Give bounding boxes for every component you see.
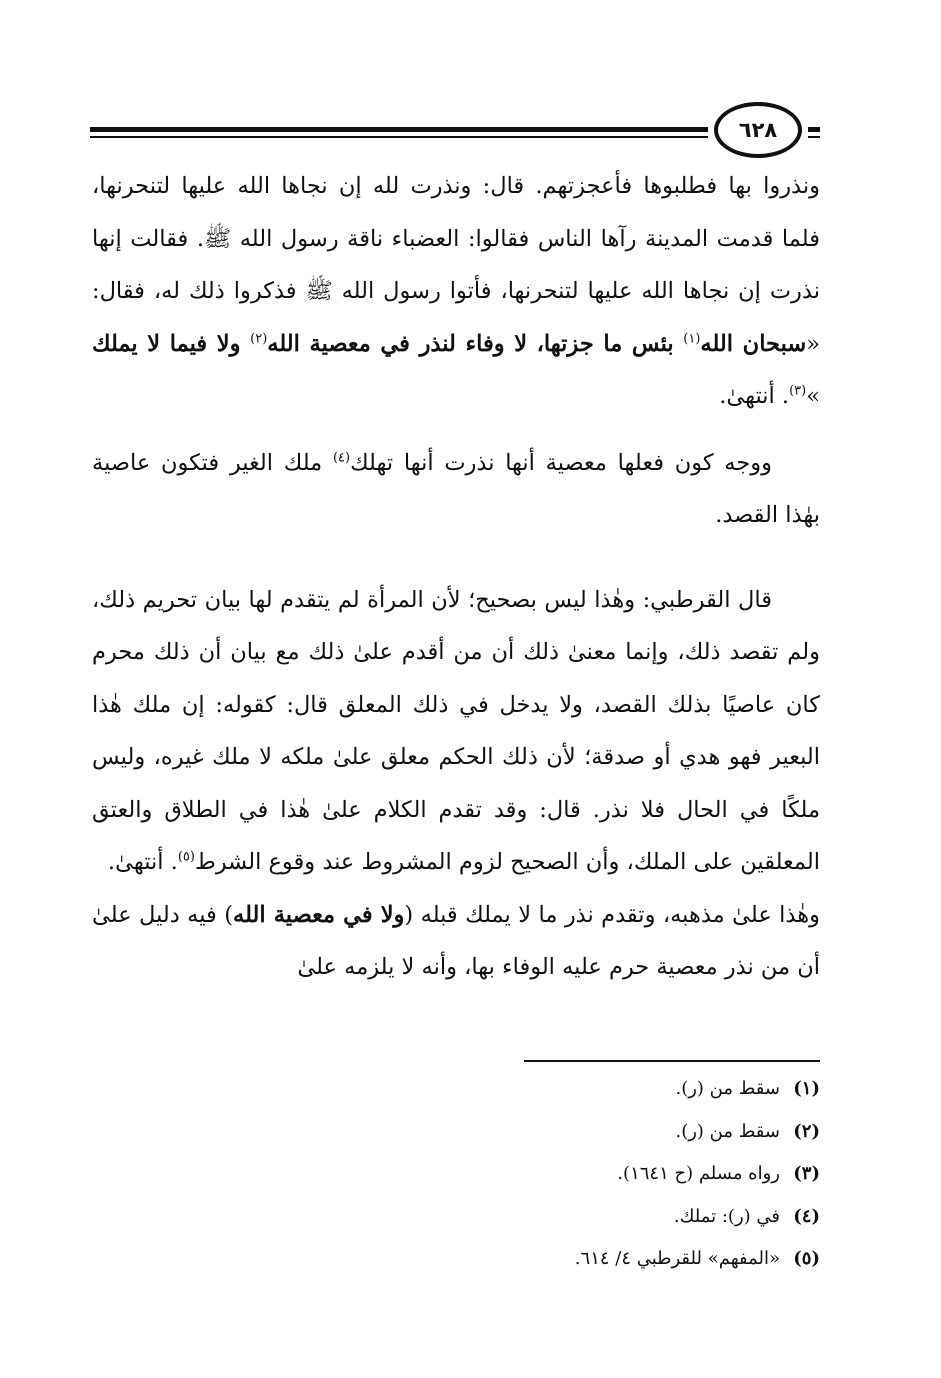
- page-number: ٦٢٨: [714, 102, 802, 158]
- footnote-marker: (٥): [177, 849, 195, 865]
- footnote-number: (١): [793, 1078, 820, 1099]
- header-rule-thick: [90, 127, 708, 132]
- footnote-text: رواه مسلم (ح ١٦٤١).: [617, 1163, 780, 1184]
- text-run: ووجه كون فعلها معصية أنها نذرت أنها تهلك: [350, 449, 773, 476]
- text-run: ملك الغير فتكون عاصية بهٰذا القصد.: [92, 449, 820, 528]
- footnote-item: [260, 1153, 820, 1196]
- bold-text: ولا في معصية الله: [233, 901, 405, 928]
- page-header: [90, 100, 820, 160]
- footnote-marker: (٣): [789, 383, 807, 399]
- text-run: ) فيه دليل علىٰ أن من نذر معصية حرم عليه الوفاء بها، وأنه لا يلزمه علىٰ: [92, 901, 820, 980]
- text-run: قال القرطبي: وهٰذا ليس بصحيح؛ لأن المرأة لم يتقدم لها بيان تحريم ذلك، ولم تقصد ذلك، وإنما معنىٰ ذلك أن من أقدم علىٰ ذلك مع بيان أن ذلك محرم كان عاصيًا بذلك القصد، ولا يدخل في ذلك المعلق قال: كقوله: إن ملك هٰذا البعير فهو هدي أو صدقة؛ لأن ذلك الحكم معلق علىٰ ملكه لا ملك غيره، وليس ملكًا في الحال فلا نذر. قال: وقد تقدم الكلام علىٰ هٰذا في الطلاق والعتق المعلقين على الملك، وأن الصحيح لزوم المشروط عند وقوع الشرط: [92, 586, 820, 875]
- footnote-separator: [524, 1060, 820, 1062]
- bold-text: ولا فيما لا يملك: [92, 330, 251, 357]
- footnote-text: «المفهم» للقرطبي ٤/ ٦١٤.: [574, 1248, 780, 1269]
- text-run: وهٰذا علىٰ مذهبه، وتقدم نذر ما لا يملك قبله (: [404, 901, 820, 928]
- footnote-marker: (٤): [332, 450, 351, 465]
- footnote-number: (٤): [793, 1205, 820, 1227]
- footnotes-list: [260, 1068, 820, 1281]
- paragraph: [92, 160, 820, 423]
- footnote-marker: (١): [683, 331, 701, 346]
- paragraph: [92, 574, 820, 889]
- footnote-number: (٣): [793, 1163, 820, 1184]
- footnote-marker: (٢): [250, 331, 268, 346]
- footnote-text: سقط من (ر).: [675, 1120, 780, 1142]
- header-rule-right-thick: [808, 127, 820, 132]
- footnote-text: في (ر): تملك.: [673, 1205, 780, 1227]
- text-run: »: [806, 383, 820, 409]
- footnote-text: سقط من (ر).: [675, 1078, 780, 1099]
- bold-text: بئس ما جزتها، لا وفاء لنذر في معصية الله: [267, 330, 684, 357]
- footnote-item: [260, 1196, 820, 1239]
- header-rule-right-thin: [808, 136, 820, 138]
- text-run: . أنتهىٰ.: [107, 849, 178, 875]
- footnote-item: [260, 1238, 820, 1281]
- paragraph: [92, 889, 820, 994]
- text-run: ونذروا بها فطلبوها فأعجزتهم. قال: ونذرت لله إن نجاها الله عليها لتنحرنها، فلما قدمت المدينة رآها الناس فقالوا: العضباء ناقة رسول الله ﷺ. فقالت إنها نذرت إن نجاها الله عليها لتنحرنها، فأتوا رسول الله ﷺ فذكروا ذلك له، فقال: «: [92, 173, 820, 357]
- footnote-number: (٥): [793, 1248, 820, 1269]
- footnote-number: (٢): [793, 1120, 820, 1142]
- footnote-item: [260, 1111, 820, 1154]
- header-rule-thin: [90, 136, 708, 138]
- paragraph: [92, 437, 820, 542]
- main-text: [92, 160, 820, 994]
- text-run: . أنتهىٰ.: [719, 383, 790, 409]
- bold-text: سبحان الله: [700, 330, 807, 357]
- footnote-item: [260, 1068, 820, 1111]
